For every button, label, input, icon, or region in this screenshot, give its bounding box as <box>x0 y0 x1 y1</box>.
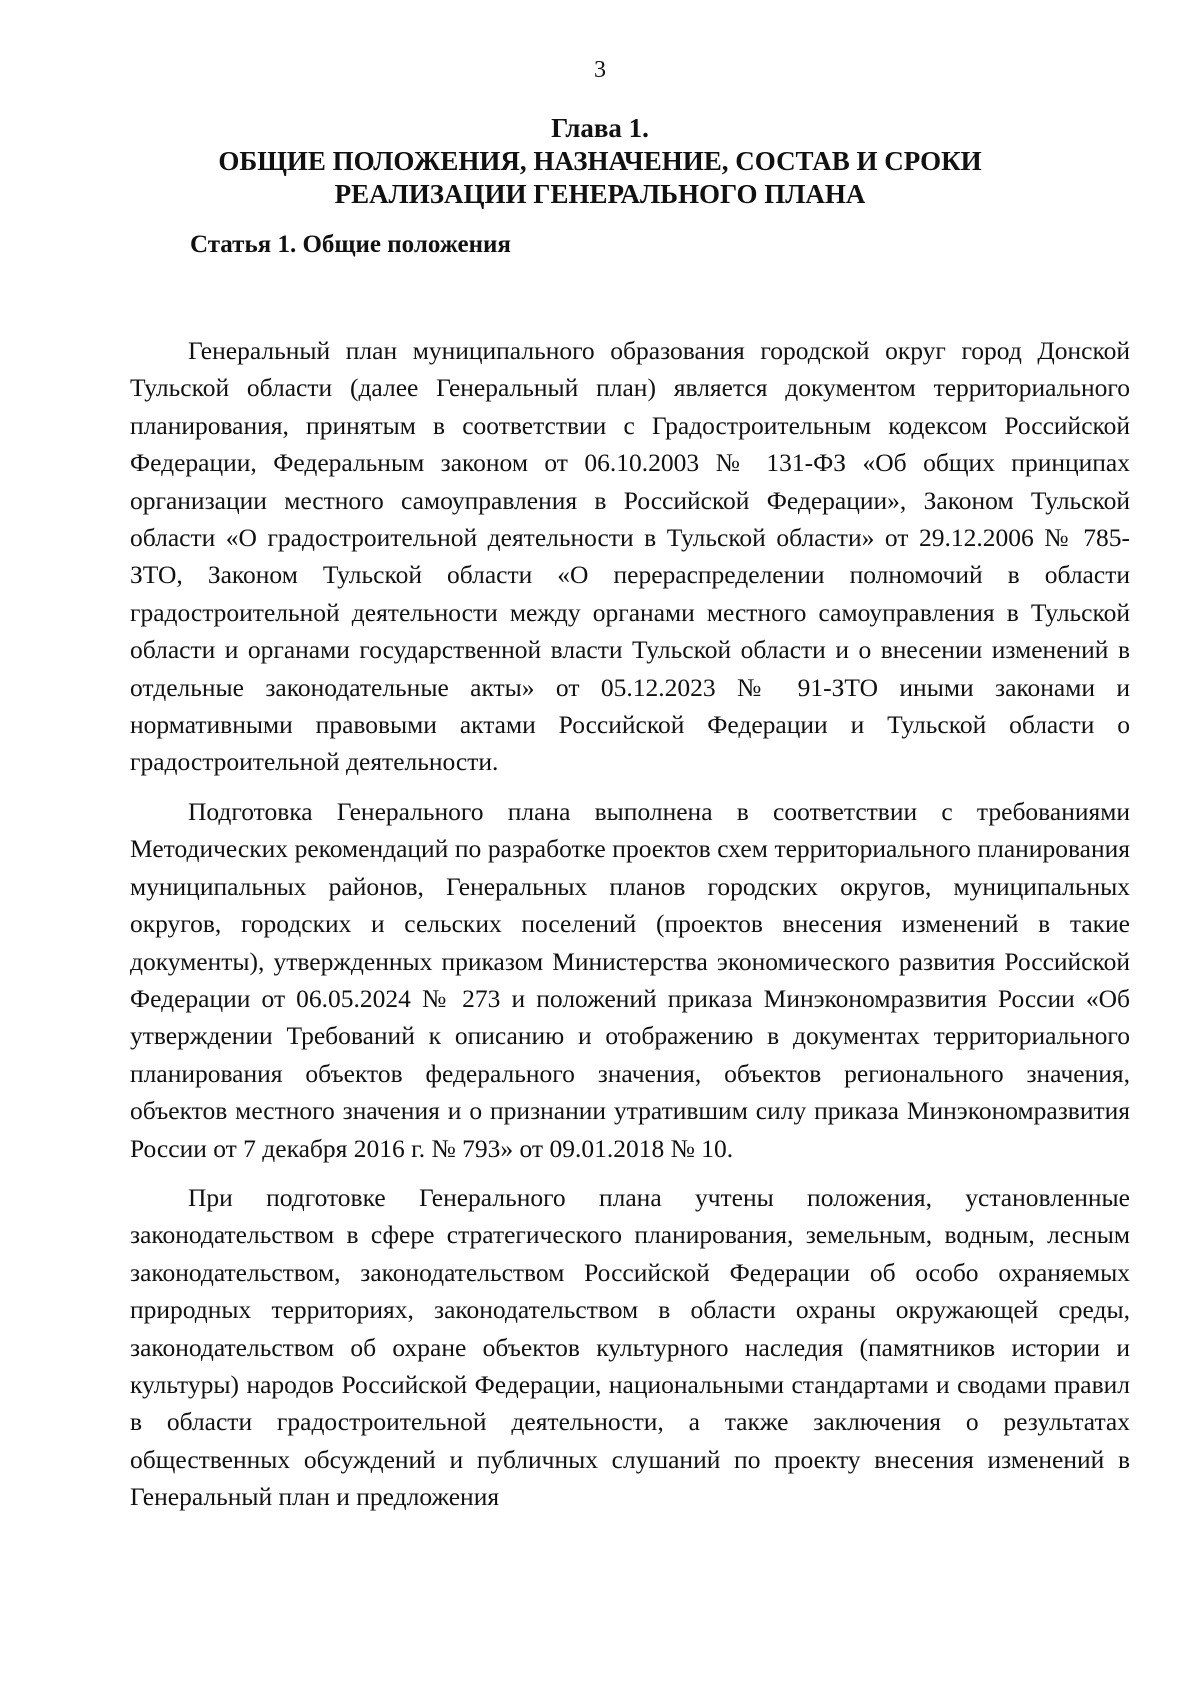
chapter-title-line-1: ОБЩИЕ ПОЛОЖЕНИЯ, НАЗНАЧЕНИЕ, СОСТАВ И СРОКИ <box>218 146 982 176</box>
body-text <box>130 332 1130 1516</box>
paragraph: Генеральный план муниципального образования городской округ город Донской Тульской области (далее Генеральный план) является документом территориального планирования, принятым в соответствии с Градостроительным кодексом Российской Федерации, Федеральным законом от 06.10.2003 № 131-ФЗ «Об общих принципах организации местного самоуправления в Российской Федерации», Законом Тульской области «О градостроительной деятельности в Тульской области» от 29.12.2006 № 785-ЗТО, Законом Тульской области «О перераспределении полномочий в области градостроительной деятельности между органами местного самоуправления в Тульской области и органами государственной власти Тульской области и о внесении изменений в отдельные законодательные акты» от 05.12.2023 № 91-ЗТО иными законами и нормативными правовыми актами Российской Федерации и Тульской области о градостроительной деятельности. <box>130 336 1130 777</box>
chapter-title-line-2: РЕАЛИЗАЦИИ ГЕНЕРАЛЬНОГО ПЛАНА <box>334 179 866 209</box>
paragraph: Подготовка Генерального плана выполнена в соответствии с требованиями Методических рекомендаций по разработке проектов схем территориального планирования муниципальных районов, Генеральных планов городских округов, муниципальных округов, городских и сельских поселений (проектов внесения изменений в такие документы), утвержденных приказом Министерства экономического развития Российской Федерации от 06.05.2024 № 273 и положений приказа Минэкономразвития России «Об утверждении Требований к описанию и отображению в документах территориального планирования объектов федерального значения, объектов регионального значения, объектов местного значения и о признании утратившим силу приказа Минэкономразвития России от 7 декабря 2016 г. № 793» от 09.01.2018 № 10. <box>130 796 1130 1163</box>
chapter-heading <box>130 112 1070 211</box>
chapter-number: Глава 1. <box>551 113 649 143</box>
article-title: Статья 1. Общие положения <box>190 231 511 258</box>
paragraph: При подготовке Генерального плана учтены положения, установленные законодательством в сфере стратегического планирования, земельным, водным, лесным законодательством, законодательством Российской Федерации об особо охраняемых природных территориях, законодательством в области охраны окружающей среды, законодательством об охране объектов культурного наследия (памятников истории и культуры) народов Российской Федерации, национальными стандартами и сводами правил в области градостроительной деятельности, а также заключения о результатах общественных обсуждений и публичных слушаний по проекту внесения изменений в Генеральный план и предложения <box>130 1182 1130 1512</box>
page-number: 3 <box>594 57 606 83</box>
